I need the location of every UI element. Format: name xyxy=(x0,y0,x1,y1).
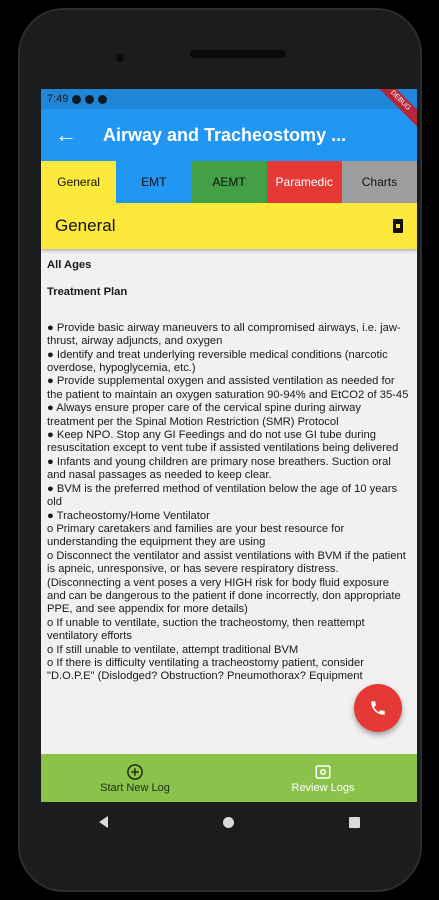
android-nav-bar xyxy=(41,802,417,842)
content-line: o Disconnect the ventilator and assist ventilations with BVM if the patient is apneic, unresponsive, or has severe respiratory distress. (Disconnecting a vent poses a very HIGH risk for body fluid exposure and can be dangerous to the patient if done incorrectly, don appropriate PPE, and see appendix for more details) xyxy=(47,549,406,616)
content-heading-treatment: Treatment Plan xyxy=(47,286,128,299)
content-line: o Primary caretakers and families are your best resource for understanding the equipment they are using xyxy=(47,522,345,549)
content-line: ● Tracheostomy/Home Ventilator xyxy=(47,509,210,522)
call-button[interactable] xyxy=(354,684,402,732)
sync-icon xyxy=(85,95,94,104)
app-bar xyxy=(41,109,417,161)
nav-back-icon[interactable] xyxy=(99,816,108,828)
content-line: ● Infants and young children are primary nose breathers. Suction oral and nasal passages as needed to keep clear. xyxy=(47,455,391,482)
bookmark-add-icon[interactable] xyxy=(393,219,403,233)
status-bar xyxy=(41,89,417,112)
nav-home-icon[interactable] xyxy=(223,817,234,828)
review-logs-label: Review Logs xyxy=(291,781,355,794)
settings-icon xyxy=(98,95,107,104)
status-time: 7:49 xyxy=(47,93,69,105)
tab-paramedic[interactable]: Paramedic xyxy=(267,161,342,203)
content-line: o If unable to ventilate, suction the tracheostomy, then reattempt ventilatory efforts xyxy=(47,616,365,643)
bottom-action-bar xyxy=(41,754,417,802)
content-line: o If still unable to ventilate, attempt traditional BVM xyxy=(47,643,299,656)
add-circle-icon xyxy=(126,763,144,781)
tab-bar xyxy=(41,161,417,203)
front-camera xyxy=(116,54,124,62)
content-line: ● Provide basic airway maneuvers to all compromised airways, i.e. jaw-thrust, airway adjuncts, and oxygen xyxy=(47,321,401,348)
app-screen xyxy=(41,89,417,802)
content-heading-ages: All Ages xyxy=(47,259,92,271)
content-line: ● Keep NPO. Stop any GI Feedings and do not use GI tube during resuscitation except to vent tube if assisted ventilations being delivered xyxy=(47,429,399,455)
start-new-log-label: Start New Log xyxy=(100,781,170,794)
start-new-log-button[interactable] xyxy=(41,754,229,802)
section-title: General xyxy=(55,216,116,235)
nav-recents-icon[interactable] xyxy=(349,817,360,828)
section-header xyxy=(41,203,417,249)
debug-banner: DEBUG xyxy=(371,89,417,130)
earpiece-speaker xyxy=(190,50,286,58)
content-line: ● Provide supplemental oxygen and assisted ventilation as needed for the patient to maintain an oxygen saturation 90-94% and EtCO2 of 35-45 xyxy=(47,375,409,401)
content-line: ● Identify and treat underlying reversible medical conditions (narcotic overdose, hypoglycemia, etc.) xyxy=(47,348,388,375)
tab-emt[interactable]: EMT xyxy=(116,161,191,203)
review-logs-icon xyxy=(314,763,332,781)
phone-icon xyxy=(369,699,387,717)
content-line: ● Always ensure proper care of the cervical spine during airway treatment per the Spinal Motion Restriction (SMR) Protocol xyxy=(47,402,361,428)
back-arrow-icon[interactable]: ← xyxy=(55,122,77,147)
tab-aemt[interactable]: AEMT xyxy=(191,161,266,203)
content-line: ● BVM is the preferred method of ventilation below the age of 10 years old xyxy=(47,482,398,509)
protocol-content[interactable] xyxy=(41,249,417,764)
tab-charts[interactable]: Charts xyxy=(342,161,417,203)
review-logs-button[interactable] xyxy=(229,754,417,802)
page-title: Airway and Tracheostomy ... xyxy=(103,124,347,145)
notification-icon xyxy=(72,95,81,104)
content-line: o If there is difficulty ventilating a tracheostomy patient, consider "D.O.P.E" (Dislodged? Obstruction? Pneumothorax? Equipment xyxy=(47,656,364,683)
tab-general[interactable]: General xyxy=(41,161,116,203)
